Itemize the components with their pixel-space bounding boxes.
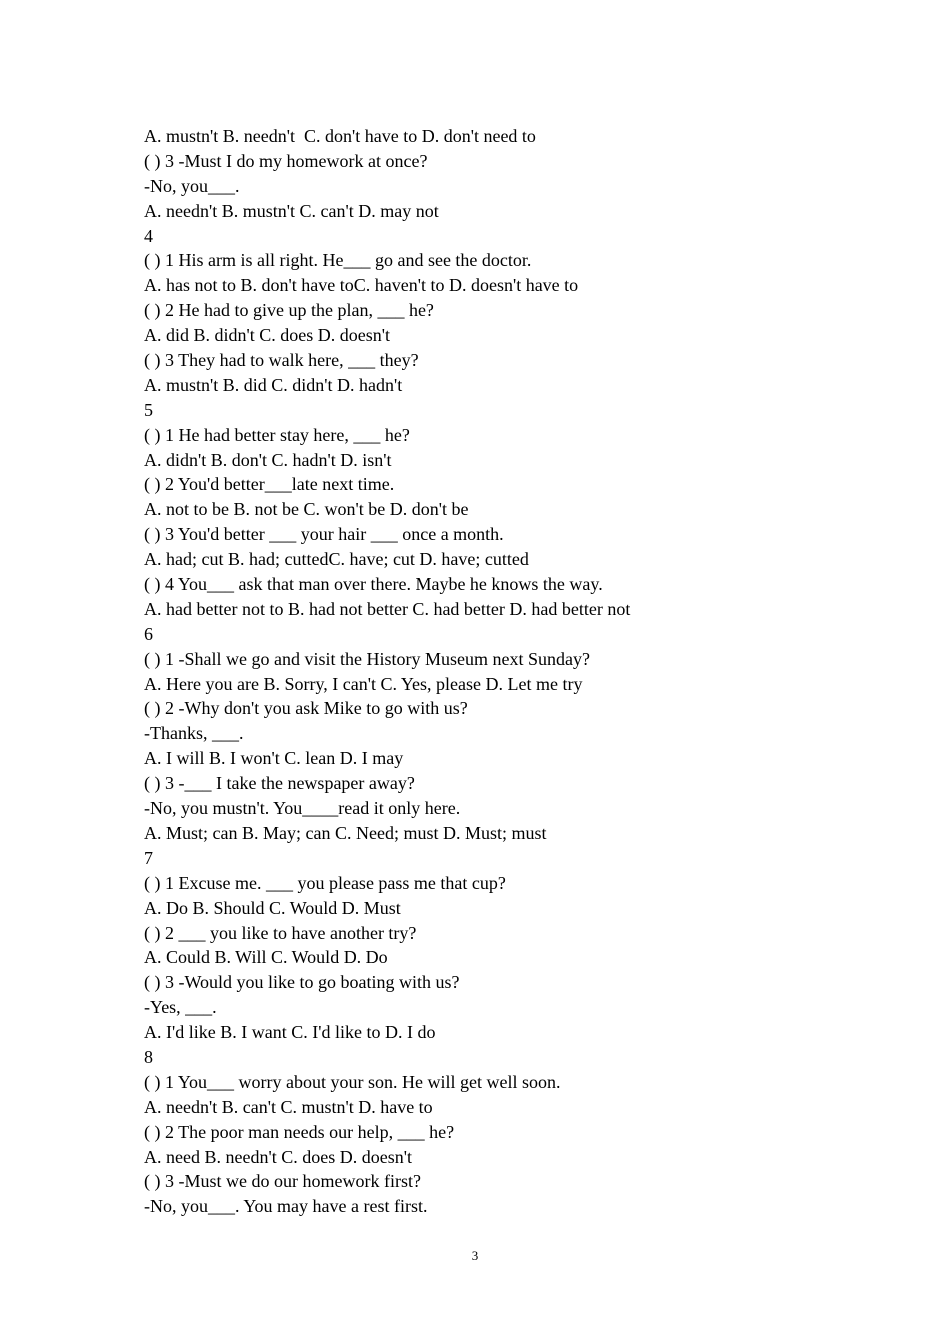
section-number: 5 xyxy=(144,399,153,420)
question: ( ) 3 They had to walk here, ___ they? xyxy=(144,350,419,371)
question: ( ) 3 -___ I take the newspaper away? xyxy=(144,773,415,794)
question: ( ) 2 -Why don't you ask Mike to go with us? xyxy=(144,698,468,719)
dialogue-line: -Thanks, ___. xyxy=(144,723,244,744)
answer-options: A. Do B. Should C. Would D. Must xyxy=(144,897,401,918)
section-number: 7 xyxy=(144,847,153,868)
question: ( ) 1 You___ worry about your son. He will get well soon. xyxy=(144,1071,561,1092)
question: ( ) 4 You___ ask that man over there. Maybe he knows the way. xyxy=(144,574,603,595)
question: ( ) 3 -Must I do my homework at once? xyxy=(144,150,428,171)
answer-options: A. Here you are B. Sorry, I can't C. Yes, please D. Let me try xyxy=(144,673,583,694)
answer-options: A. not to be B. not be C. won't be D. don't be xyxy=(144,499,469,520)
answer-options: A. needn't B. mustn't C. can't D. may not xyxy=(144,200,439,221)
question: ( ) 1 He had better stay here, ___ he? xyxy=(144,424,410,445)
answer-options: A. Could B. Will C. Would D. Do xyxy=(144,947,388,968)
question: ( ) 2 He had to give up the plan, ___ he? xyxy=(144,300,434,321)
dialogue-line: -No, you___. You may have a rest first. xyxy=(144,1196,428,1217)
dialogue-line: -No, you___. xyxy=(144,175,240,196)
question: ( ) 3 You'd better ___ your hair ___ once a month. xyxy=(144,524,504,545)
answer-options: A. didn't B. don't C. hadn't D. isn't xyxy=(144,449,392,470)
question: ( ) 2 You'd better___late next time. xyxy=(144,474,395,495)
question: ( ) 3 -Would you like to go boating with us? xyxy=(144,972,460,993)
answer-options: A. needn't B. can't C. mustn't D. have to xyxy=(144,1096,433,1117)
answer-options: A. had better not to B. had not better C. had better D. had better not xyxy=(144,598,631,619)
page-number: 3 xyxy=(471,1248,479,1263)
section-number: 6 xyxy=(144,623,153,644)
answer-options: A. I'd like B. I want C. I'd like to D. I do xyxy=(144,1022,436,1043)
question: ( ) 1 -Shall we go and visit the History Museum next Sunday? xyxy=(144,648,590,669)
answer-options: A. need B. needn't C. does D. doesn't xyxy=(144,1146,412,1167)
answer-options: A. did B. didn't C. does D. doesn't xyxy=(144,325,390,346)
answer-options: A. has not to B. don't have toC. haven't to D. doesn't have to xyxy=(144,275,579,296)
question: ( ) 3 -Must we do our homework first? xyxy=(144,1171,421,1192)
question: ( ) 1 Excuse me. ___ you please pass me that cup? xyxy=(144,872,506,893)
section-number: 8 xyxy=(144,1046,153,1067)
answer-options: A. mustn't B. did C. didn't D. hadn't xyxy=(144,374,403,395)
answer-options: A. had; cut B. had; cuttedC. have; cut D. have; cutted xyxy=(144,549,529,570)
dialogue-line: -No, you mustn't. You____read it only here. xyxy=(144,798,461,819)
document-body xyxy=(144,124,844,1219)
question: ( ) 2 The poor man needs our help, ___ he? xyxy=(144,1121,455,1142)
dialogue-line: -Yes, ___. xyxy=(144,997,217,1018)
question: ( ) 2 ___ you like to have another try? xyxy=(144,922,417,943)
answer-options: A. mustn't B. needn't C. don't have to D. don't need to xyxy=(144,126,536,146)
answer-options: A. Must; can B. May; can C. Need; must D. Must; must xyxy=(144,822,547,843)
answer-options: A. I will B. I won't C. lean D. I may xyxy=(144,748,404,769)
section-number: 4 xyxy=(144,225,153,246)
question: ( ) 1 His arm is all right. He___ go and see the doctor. xyxy=(144,250,532,271)
